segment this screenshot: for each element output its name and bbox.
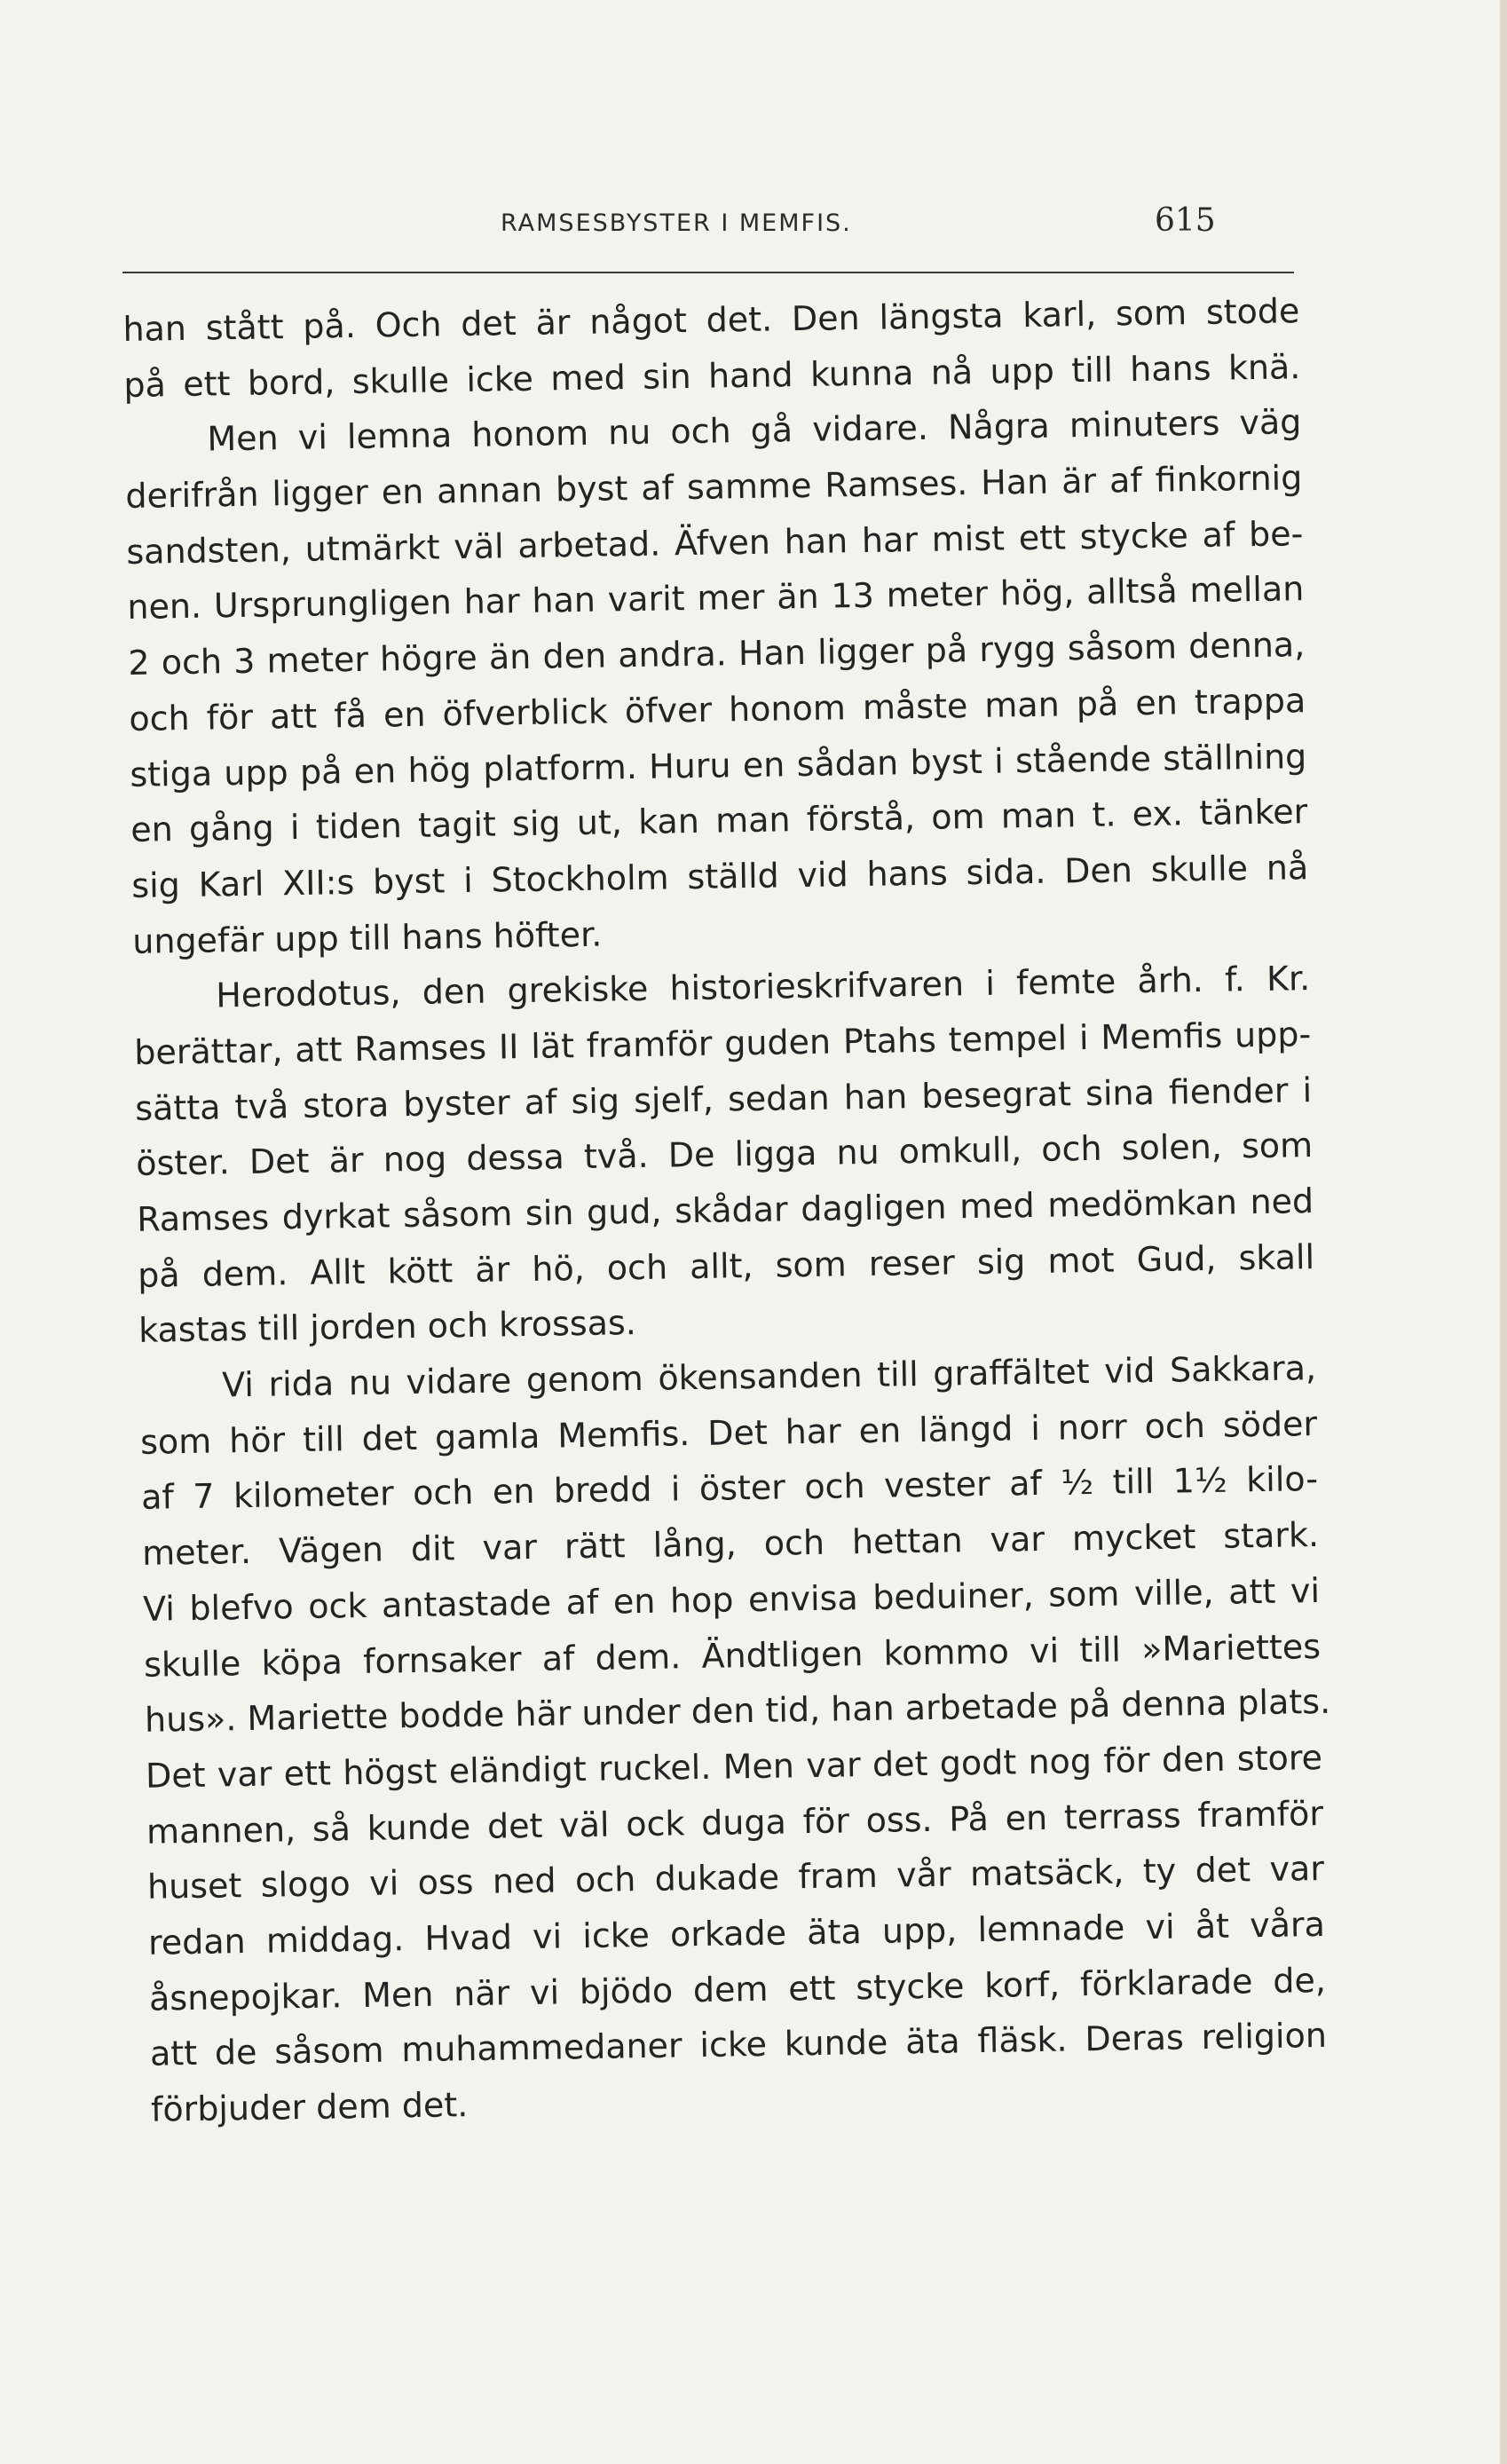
text-line: han stått på. Och det är något det. Den längsta karl, som stode xyxy=(122,291,1300,349)
text-line: hus». Mariette bodde här under den tid, han arbetade på denna plats. xyxy=(144,1682,1331,1740)
running-title: RAMSESBYSTER I MEMFIS. xyxy=(501,209,852,237)
text-line: sandsten, utmärkt väl arbetad. Äfven han har mist ett stycke af be- xyxy=(126,513,1304,572)
text-line: att de såsom muhammedaner icke kunde äta fläsk. Deras religion xyxy=(149,2016,1328,2074)
body-text xyxy=(122,283,1331,2137)
text-line: derifrån ligger en annan byst af samme Ramses. Han är af finkornig xyxy=(125,458,1303,517)
text-line: på ett bord, skulle icke med sin hand kunna nå upp till hans knä. xyxy=(123,346,1301,405)
text-line: huset slogo vi oss ned och dukade fram vår matsäck, ty det var xyxy=(146,1849,1325,1907)
text-line: på dem. Allt kött är hö, och allt, som reser sig mot Gud, skall xyxy=(137,1236,1315,1295)
text-line: sätta två stora byster af sig sjelf, sedan han besegrat sina fiender i xyxy=(134,1070,1313,1128)
text-line: kastas till jorden och krossas. xyxy=(138,1303,637,1351)
text-line: en gång i tiden tagit sig ut, kan man förstå, om man t. ex. tänker xyxy=(130,792,1308,850)
text-line: Det var ett högst eländigt ruckel. Men var det godt nog för den store xyxy=(145,1737,1323,1796)
text-line: Herodotus, den grekiske historieskrifvaren i femte årh. f. Kr. xyxy=(215,959,1311,1015)
page-header xyxy=(122,202,1294,256)
header-rule xyxy=(122,272,1294,273)
text-line: skulle köpa fornsaker af dem. Ändtligen kommo vi till »Mariettes xyxy=(143,1626,1322,1685)
text-line: öster. Det är nog dessa två. De ligga nu omkull, och solen, som xyxy=(135,1125,1314,1184)
text-line: sig Karl XII:s byst i Stockholm ställd vid hans sida. Den skulle nå xyxy=(130,847,1309,905)
text-line: berättar, att Ramses II lät framför guden Ptahs tempel i Memfis upp- xyxy=(133,1015,1312,1072)
page-number: 615 xyxy=(1155,202,1216,239)
text-line: ungefär upp till hans höfter. xyxy=(131,914,603,961)
text-line: förbjuder dem det. xyxy=(150,2085,469,2129)
text-line: meter. Vägen dit var rätt lång, och hettan var mycket stark. xyxy=(141,1515,1320,1573)
text-line: 2 och 3 meter högre än den andra. Han ligger på rygg såsom denna, xyxy=(128,625,1306,683)
text-line: redan middag. Hvad vi icke orkade äta upp, lemnade vi åt våra xyxy=(147,1904,1326,1963)
text-line: af 7 kilometer och en bredd i öster och vester af ½ till 1½ kilo- xyxy=(140,1459,1319,1518)
text-line: nen. Ursprungligen har han varit mer än 13 meter hög, alltså mellan xyxy=(127,569,1305,628)
text-line: stiga upp på en hög platform. Huru en sådan byst i stående ställning xyxy=(130,736,1307,794)
text-line: som hör till det gamla Memfis. Det har en längd i norr och söder xyxy=(139,1403,1318,1462)
text-line: åsnepojkar. Men när vi bjödo dem ett stycke korf, förklarade de, xyxy=(148,1960,1327,2018)
text-line: Vi rida nu vidare genom ökensanden till graffältet vid Sakkara, xyxy=(221,1348,1317,1405)
text-line: Vi blefvo ock antastade af en hop envisa beduiner, som ville, att vi xyxy=(142,1570,1321,1629)
text-line: mannen, så kunde det väl ock duga för oss. På en terrass framför xyxy=(146,1793,1324,1852)
text-line: Men vi lemna honom nu och gå vidare. Några minuters väg xyxy=(207,402,1302,459)
page-edge xyxy=(1500,0,1507,2464)
text-line: och för att få en öfverblick öfver honom måste man på en trappa xyxy=(129,680,1306,738)
text-line: Ramses dyrkat såsom sin gud, skådar dagligen med medömkan ned xyxy=(136,1181,1314,1239)
